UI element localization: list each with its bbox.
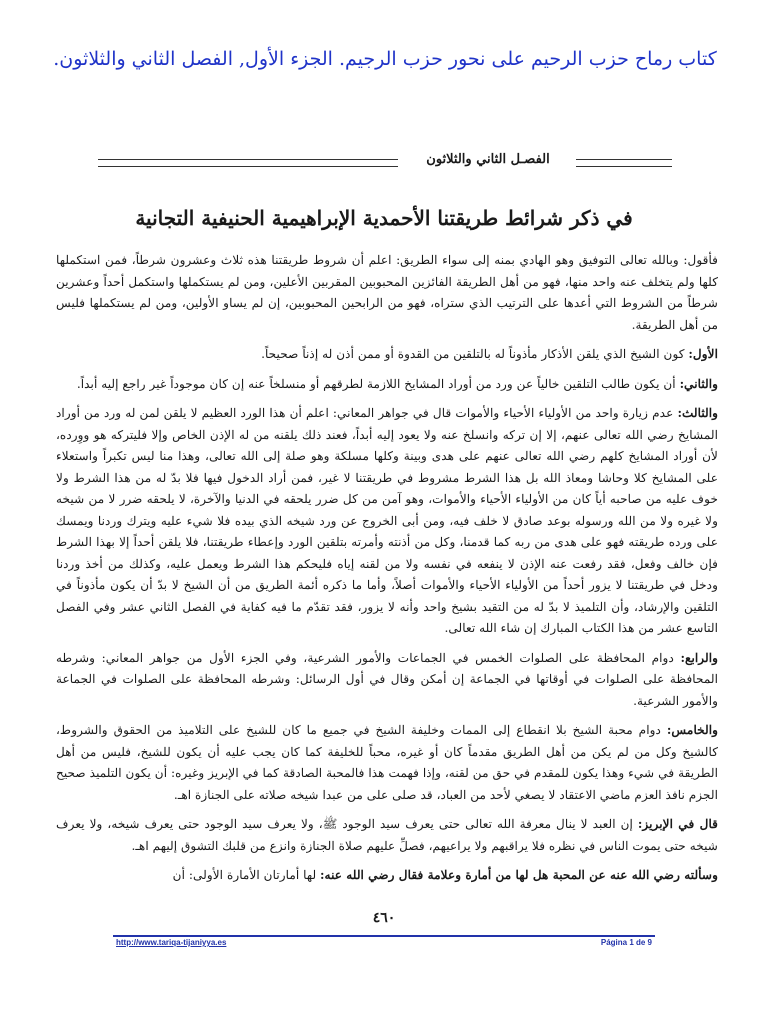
paragraph-text: إن العبد لا ينال معرفة الله تعالى حتى يعرف سيد الوجود ﷺ، ولا يعرف سيد الوجود حتى يعرف شيخه، ولا يعرف شيخه حتى يموت الناس في نظره فلا يراقبهم ولا يراعيهم، فصلِّ عليهم صلاة الجنازة وانزع من قلبك التشوق إليهم اهـ. (56, 817, 718, 853)
paragraph-lead: والخامس: (666, 723, 719, 737)
paragraph-text: دوام محبة الشيخ بلا انقطاع إلى الممات وخليفة الشيخ في جميع ما كان للشيخ على التلاميذ من الحقوق والشروط، كالشيخ وكل من لم يكن من أهل الطريق مقدماً كان أو غيره، محباً للخليفة كما كان يجب عليه أن يكون للشيخ، فليس من أهل الطريقة في شيء وهذا يكون للمقدم في حق من لقنه، وإذا فهمت هذا فالمحبة الصادقة كما في الإبريز وغيره: أن يكون التلميذ صحيح الجزم نافذ العزم ماضي الاعتقاد لا يصغي لأحد من العباد، قد صلى على من عبدا شيخه صلاته على الجنازة اهـ. (56, 723, 718, 802)
paragraph-text: فأقول: وبالله تعالى التوفيق وهو الهادي بمنه إلى سواء الطريق: اعلم أن شروط طريقتنا هذه ثلاث وعشرون شرطاً، فمن استكملها كلها ولم يتخلف عنه واحد منها، فهو من أهل الطريقة الفائزين المحبوبين المقربين الأعلين، ومن لم يستكملها واستكمل أحداً وعشرين شرطاً من الشروط التي أعدها على الترتيب الذي ستراه، فهو من الرابحين المحبوبين، إن لم يساو الأولين، ومن لم يستكملها فليس من أهل الطريقة. (56, 253, 718, 332)
paragraph-question (56, 865, 718, 887)
footer-url-link[interactable]: http://www.tariqa-tijaniyya.es (116, 938, 227, 947)
heading-rule-right (576, 159, 672, 167)
page-number: ٤٦٠ (372, 910, 396, 926)
section-title: في ذكر شرائط طريقتنا الأحمدية الإبراهيمية الحنيفية التجانية (135, 206, 633, 230)
paragraph-text: عدم زيارة واحد من الأولياء الأحياء والأموات قال في جواهر المعاني: اعلم أن هذا الورد العظيم لا يلقن لمن له ورد من أوراد المشايخ رضي الله تعالى عنهم، إلا إن تركه وانسلخ عنه ولا يعود إليه أبداً، فعند ذلك يلقنه من له الإذن الخاص وإلا فليتركه هو ووِرده، لأن أوراد المشايخ كلهم رضي الله تعالى عنهم على هدى وبينة وكلها مسلكة وهو صلة إلى الله تعالى، وهذا منا ليس تكبراً واستعلاء على المشايخ كلا وحاشا ومعاذ الله بل هذا الشرط مشروط في طريقتنا لا غير، فمن أراد الدخول فيها فلا بدّ له من هذا الشرط ولا خوف عليه من صاحبه أياً كان من الأولياء الأحياء والأموات، وهو آمن من كل ضرر يلحقه في الدنيا والآخرة، لا يلحقه ضرر لا من شيخه ولا غيره ولا من الله ورسوله بوعد صادق لا خلف فيه، ومن أبى الخروج عن ورد شيخه الذي بيده فلا شيء عليه ويترك وردنا ويمسك على ورده طريقته فهو على هدى من ربه كما قدمنا، وكل من أذنته وأمرته بتلقين الورد وإعطاء طريقتنا، فلا يلقن أحداً إلا بهذا الشرط فإن خالف وفعل، فقد رفعت عنه الإذن لا ينفعه في نفسه ولا من لقنه إياه فليحكم هذا الشرط ويعمل عليه، وكذلك من أخذ وردنا ودخل في طريقتنا لا يزور أحداً من الأولياء الأحياء والأموات أصلاً، وأما ما ذكره أئمة الطريق من أن الشيخ لا بدّ أن يكون مأذوناً في التلقين والإرشاد، وأن التلميذ لا بدّ له من التقيد بشيخ واحد وأنه لا يزور، فقد تقدّم ما فيه كفاية في الفصل الثاني عشر وفي الفصل التاسع عشر من هذا الكتاب المبارك إن شاء الله تعالى. (56, 406, 718, 635)
chapter-label: الفصـل الثاني والثلاثون (426, 152, 550, 167)
paragraph-text: لها أمارتان الأمارة الأولى: أن (172, 868, 317, 882)
paragraph-condition-2 (56, 374, 718, 396)
paragraph-intro (56, 250, 718, 336)
chapter-heading (98, 152, 672, 176)
paragraph-text: أن يكون طالب التلقين خالياً عن ورد من أوراد المشايخ اللازمة لطرقهم أو منسلخاً عنه إن كان موجوداً غير راجع إليه أبداً. (76, 376, 676, 391)
paragraph-lead: والرابع: (680, 650, 718, 665)
paragraph-lead: وسألته رضي الله عنه عن المحبة هل لها من أمارة وعلامة فقال رضي الله عنه: (320, 868, 718, 882)
paragraph-condition-3 (56, 403, 718, 640)
paragraph-lead: والثالث: (677, 406, 719, 420)
paragraph-ibriz-quote (56, 814, 718, 857)
paragraph-lead: قال في الإبريز: (637, 817, 718, 831)
footer-page-indicator: Página 1 de 9 (600, 938, 652, 947)
paragraph-condition-5 (56, 720, 718, 806)
paragraph-condition-4 (56, 648, 718, 713)
paragraph-condition-1 (56, 344, 718, 366)
book-title-banner: كتاب رماح حزب الرحيم على نحور حزب الرجيم. الجزء الأول, الفصل الثاني والثلاثون. (53, 48, 717, 70)
footer-rule (113, 935, 655, 937)
paragraph-text: كون الشيخ الذي يلقن الأذكار مأذوناً له بالتلقين من القدوة أو ممن أذن له إذناً صحيحاً. (261, 347, 685, 361)
paragraph-lead: الأول: (688, 347, 718, 361)
paragraph-text: دوام المحافظة على الصلوات الخمس في الجماعات والأمور الشرعية، وفي الجزء الأول من جواهر المعاني: وشرطه المحافظة على الصلوات في أوقاتها في الجماعة إن أمكن وقال في أول الرسائل: وشرطه المحافظة على الصلوات في الجماعة والأمور الشرعية. (56, 650, 718, 708)
paragraph-lead: والثاني: (679, 376, 718, 391)
body-text (56, 250, 718, 895)
heading-rule-left (98, 159, 398, 167)
